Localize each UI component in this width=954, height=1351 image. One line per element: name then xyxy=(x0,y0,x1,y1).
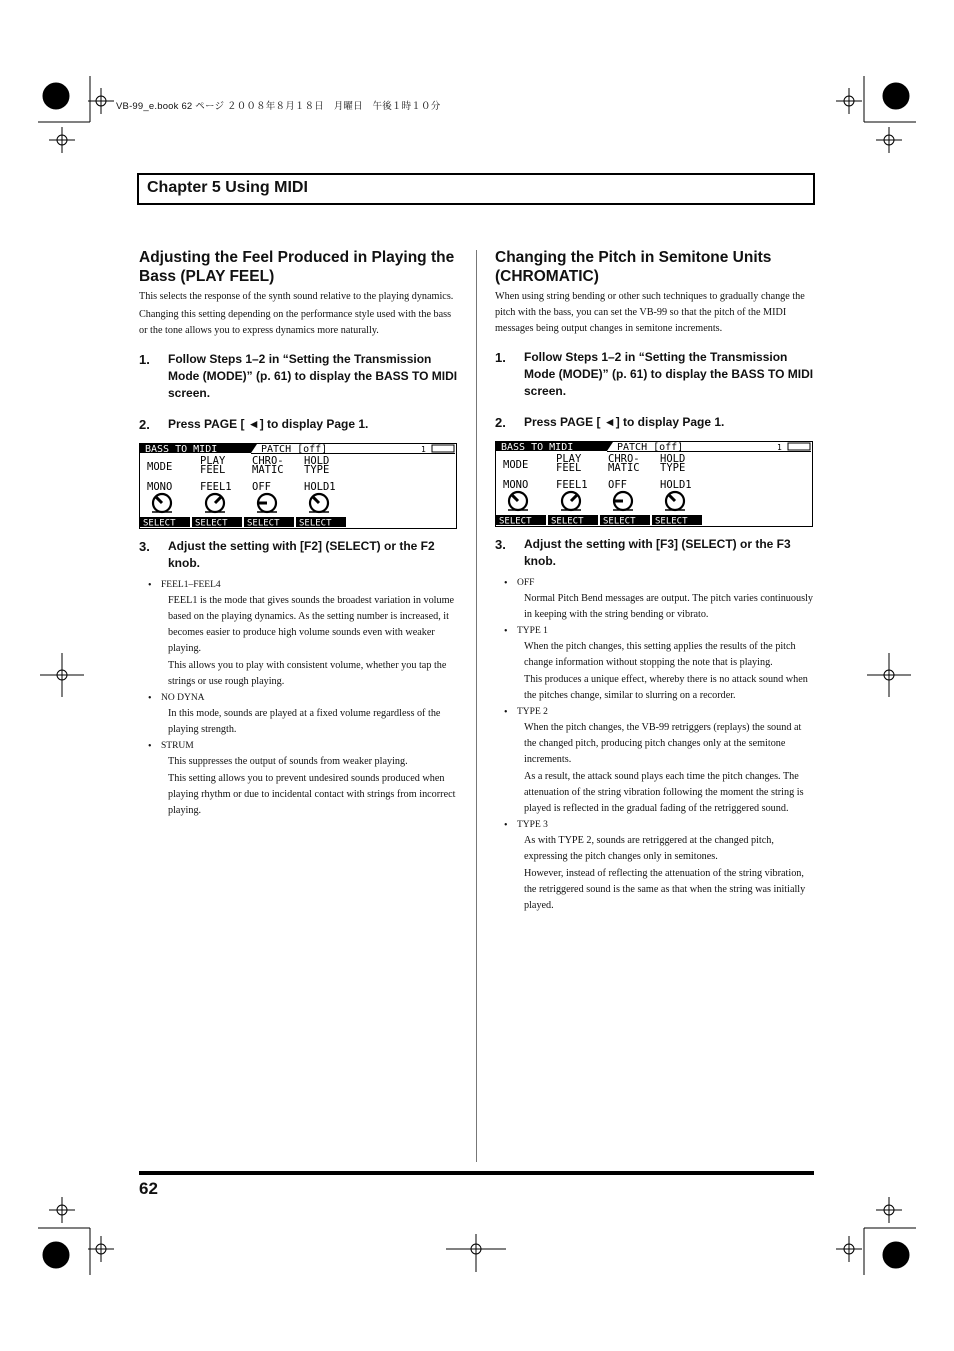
lcd-screenshot xyxy=(139,443,453,528)
lcd-screenshot xyxy=(495,441,809,526)
option-name: • NO DYNA xyxy=(139,691,459,706)
lcd-param-value: HOLD1 xyxy=(660,479,692,491)
intro-paragraph: When using string bending or other such techniques to gradually change the pitch with the bass, you can set the VB-99 so that the pitch of the MIDI messages being output changes in semitone increments. xyxy=(495,291,805,334)
lcd-page-number: 1 xyxy=(421,445,426,454)
section-heading-play-feel: Adjusting the Feel Produced in Playing the Bass (PLAY FEEL) xyxy=(139,249,455,285)
lcd-param-label: TYPE xyxy=(304,464,330,476)
option-desc: This produces a unique effect, whereby there is no attack sound when the pitches change, similar to slurring on a recorder. xyxy=(524,674,808,701)
lcd-param-value: MONO xyxy=(147,481,173,493)
option-desc: Normal Pitch Bend messages are output. The pitch varies continuously in keeping with the string bending or vibrato. xyxy=(524,593,813,620)
step-1 xyxy=(495,349,815,400)
lcd-param-value: OFF xyxy=(252,481,271,493)
lcd-param-label: HOLD xyxy=(304,455,330,467)
step-number: 1. xyxy=(139,352,150,367)
lcd-select-label: SELECT xyxy=(247,518,280,529)
lcd-select-label: SELECT xyxy=(195,518,228,529)
option-desc: As a result, the attack sound plays each time the pitch changes. The attenuation of the string vibration following the moment the string is played is reflected in the gradual fading of the retriggered sound. xyxy=(524,771,804,814)
step-3 xyxy=(139,538,459,572)
option-desc: As with TYPE 2, sounds are retriggered at the changed pitch, expressing the pitch changes only in semitones. xyxy=(524,835,774,862)
lcd-param-label: MATIC xyxy=(252,464,284,476)
lcd-knob-icon xyxy=(205,494,225,512)
lcd-param-label: MODE xyxy=(503,459,529,471)
step-2 xyxy=(139,416,459,433)
option-desc: When the pitch changes, this setting applies the results of the pitch change information without stopping the note that is playing. xyxy=(524,641,796,668)
step-text: Adjust the setting with [F3] (SELECT) or the F3 knob. xyxy=(524,537,791,568)
lcd-select-label: SELECT xyxy=(499,516,532,527)
lcd-knob-icon xyxy=(665,492,685,510)
option-list xyxy=(139,578,459,819)
step-1 xyxy=(139,351,459,402)
option-desc: However, instead of reflecting the attenuation of the string vibration, the retriggered sound is the same as that when the string was initially played. xyxy=(524,868,806,911)
lcd-title: BASS TO MIDI xyxy=(501,442,574,453)
step-text: Press PAGE [ ◄] to display Page 1. xyxy=(168,417,369,431)
lcd-select-label: SELECT xyxy=(143,518,176,529)
lcd-param-label: CHRO- xyxy=(608,453,640,465)
step-number: 1. xyxy=(495,350,506,365)
lcd-select-label: SELECT xyxy=(299,518,332,529)
step-number: 2. xyxy=(495,415,506,430)
lcd-screen xyxy=(139,443,457,529)
lcd-knob-icon xyxy=(561,492,581,510)
lcd-frame xyxy=(140,444,457,529)
lcd-param-value: FEEL1 xyxy=(556,479,588,491)
lcd-param-label: TYPE xyxy=(660,462,686,474)
lcd-knob-icon xyxy=(613,492,633,510)
lcd-param-value: HOLD1 xyxy=(304,481,336,493)
intro-paragraph: Changing this setting depending on the performance style used with the bass or the tone allows you to express dynamics more naturally. xyxy=(139,309,452,336)
lcd-param-value: OFF xyxy=(608,479,627,491)
step-text: Follow Steps 1–2 in “Setting the Transmission Mode (MODE)” (p. 61) to display the BASS TO MIDI screen. xyxy=(524,350,814,398)
lcd-knob-icon xyxy=(257,494,277,512)
option-desc: When the pitch changes, the VB-99 retriggers (replays) the sound at the changed pitch, producing pitch changes only at the semitone increments. xyxy=(524,722,802,765)
step-text: Press PAGE [ ◄] to display Page 1. xyxy=(524,415,725,429)
step-2 xyxy=(495,414,815,431)
lcd-knob-icon xyxy=(309,494,329,512)
lcd-param-label: CHRO- xyxy=(252,455,284,467)
lcd-param-label: MATIC xyxy=(608,462,640,474)
lcd-param-label: HOLD xyxy=(660,453,686,465)
option-name: • STRUM xyxy=(139,739,459,754)
lcd-knob-icon xyxy=(152,494,172,512)
lcd-param-value: FEEL1 xyxy=(200,481,232,493)
column-divider xyxy=(476,250,477,1162)
option-desc: This suppresses the output of sounds from weaker playing. xyxy=(168,756,408,767)
lcd-patch: PATCH [off] xyxy=(261,444,328,455)
intro-paragraph: This selects the response of the synth sound relative to the playing dynamics. xyxy=(139,291,454,302)
step-number: 3. xyxy=(495,537,506,552)
option-desc: FEEL1 is the mode that gives sounds the broadest variation in volume based on the playing dynamics. As the setting number is increased, it becomes easier to produce high volume sounds even with weaker playing. xyxy=(168,595,455,654)
option-list xyxy=(495,576,815,914)
lcd-param-value: MONO xyxy=(503,479,529,491)
step-text: Adjust the setting with [F2] (SELECT) or the F2 knob. xyxy=(168,539,435,570)
right-column xyxy=(495,248,815,915)
left-column xyxy=(139,248,459,820)
lcd-title: BASS TO MIDI xyxy=(145,444,218,455)
footer-rule xyxy=(139,1171,814,1175)
lcd-frame xyxy=(496,442,813,527)
chapter-header xyxy=(137,173,815,205)
step-number: 2. xyxy=(139,417,150,432)
option-name: • FEEL1–FEEL4 xyxy=(139,578,459,593)
chapter-title: Chapter 5 Using MIDI xyxy=(147,179,308,196)
option-name: • TYPE 3 xyxy=(495,818,815,833)
step-number: 3. xyxy=(139,539,150,554)
option-desc: This setting allows you to prevent undesired sounds produced when playing rhythm or due to incidental contact with strings from incorrect playing. xyxy=(168,773,456,816)
lcd-param-label: MODE xyxy=(147,461,173,473)
option-name: • TYPE 1 xyxy=(495,624,815,639)
lcd-knob-icon xyxy=(508,492,528,510)
option-name: • OFF xyxy=(495,576,815,591)
lcd-select-label: SELECT xyxy=(551,516,584,527)
lcd-param-label: PLAY xyxy=(556,453,582,465)
option-desc: This allows you to play with consistent volume, whether you tap the strings or use rough playing. xyxy=(168,660,447,687)
step-text: Follow Steps 1–2 in “Setting the Transmission Mode (MODE)” (p. 61) to display the BASS TO MIDI screen. xyxy=(168,352,458,400)
step-3 xyxy=(495,536,815,570)
lcd-param-label: PLAY xyxy=(200,455,226,467)
lcd-param-label: FEEL xyxy=(200,464,226,476)
option-name: • TYPE 2 xyxy=(495,705,815,720)
lcd-page-number: 1 xyxy=(777,443,782,452)
lcd-screen xyxy=(495,441,813,527)
page-number: 62 xyxy=(139,1179,158,1198)
lcd-select-label: SELECT xyxy=(655,516,688,527)
lcd-patch: PATCH [off] xyxy=(617,442,684,453)
lcd-param-label: FEEL xyxy=(556,462,582,474)
option-desc: In this mode, sounds are played at a fixed volume regardless of the playing strength. xyxy=(168,708,441,735)
print-info: VB-99_e.book 62 ページ ２００８年８月１８日 月曜日 午後１時１０分 xyxy=(116,101,441,112)
lcd-select-label: SELECT xyxy=(603,516,636,527)
section-heading-chromatic: Changing the Pitch in Semitone Units (CHROMATIC) xyxy=(495,249,772,285)
